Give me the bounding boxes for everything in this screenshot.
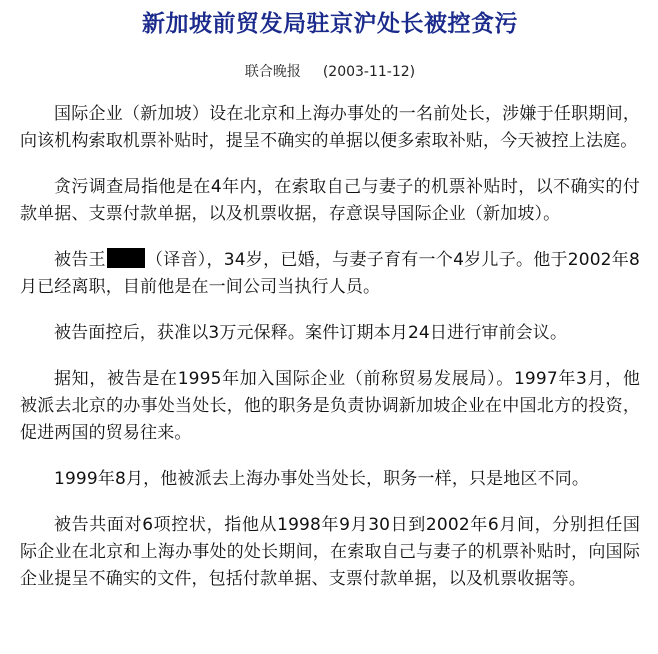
paragraph-3 bbox=[20, 247, 640, 301]
paragraph-1: 国际企业（新加坡）设在北京和上海办事处的一名前处长，涉嫌于任职期间，向该机构索取机票补贴时，提呈不确实的单据以便多索取补贴，今天被控上法庭。 bbox=[20, 104, 640, 151]
article-byline bbox=[20, 62, 640, 82]
paragraph-gap bbox=[20, 228, 640, 247]
article-title: 新加坡前贸发局驻京沪处长被控贪污 bbox=[142, 11, 518, 37]
paragraph-gap bbox=[20, 493, 640, 512]
paragraph-2: 贪污调查局指他是在4年内，在索取自己与妻子的机票补贴时，以不确实的付款单据、支票付款单据，以及机票收据，存意误导国际企业（新加坡）。 bbox=[20, 177, 640, 224]
paragraph-3-rest: （译音），34岁，已婚，与妻子育有一个4岁儿子。他于2002年8月已经离职，目前他是在一间公司当执行人员。 bbox=[20, 250, 640, 297]
paragraph-4: 被告面控后，获准以3万元保释。案件订期本月24日进行审前会议。 bbox=[54, 323, 568, 343]
defendant-surname: 被告王 bbox=[54, 250, 106, 270]
paragraph-5: 据知，被告是在1995年加入国际企业（前称贸易发展局）。1997年3月，他被派去北京的办事处当处长，他的职务是负责协调新加坡企业在中国北方的投资，促进两国的贸易往来。 bbox=[20, 369, 640, 443]
article-date: (2003-11-12) bbox=[322, 64, 416, 80]
paragraph-gap bbox=[20, 301, 640, 320]
article-source: 联合晚报 bbox=[244, 64, 301, 80]
paragraph-gap bbox=[20, 347, 640, 366]
paragraph-gap bbox=[20, 447, 640, 466]
paragraph-7: 被告共面对6项控状，指他从1998年9月30日到2002年6月间，分别担任国际企业在北京和上海办事处的处长期间，在索取自己与妻子的机票补贴时，向国际企业提呈不确实的文件，包括付款单据、支票付款单据，以及机票收据等。 bbox=[20, 515, 640, 589]
paragraph-gap bbox=[20, 155, 640, 174]
redaction-block bbox=[107, 248, 145, 268]
paragraph-6: 1999年8月，他被派去上海办事处当处长，职务一样，只是地区不同。 bbox=[54, 469, 590, 489]
